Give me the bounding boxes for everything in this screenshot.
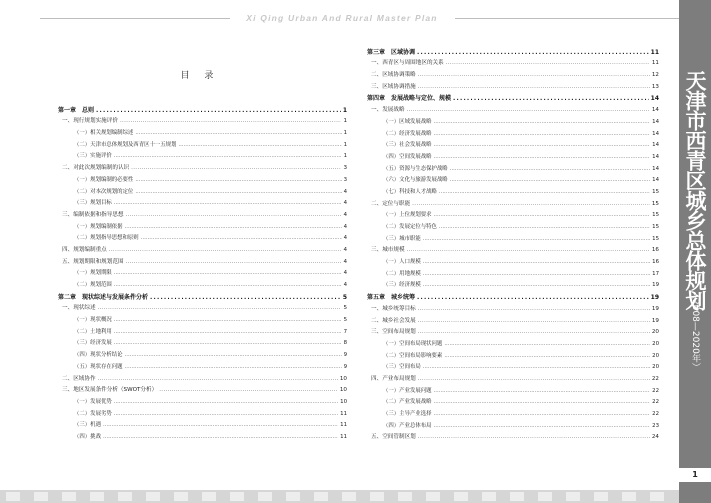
dot-leader [125, 364, 342, 371]
toc-entry-sub[interactable] [58, 266, 347, 278]
dot-leader [418, 329, 650, 336]
toc-entry-page: 3 [343, 165, 347, 172]
toc-entry-page: 10 [339, 387, 347, 394]
toc-entry-sub[interactable] [367, 173, 659, 185]
toc-entry-label: （二）规划指导思想和原则 [74, 235, 139, 242]
toc-entry-page: 5 [343, 305, 347, 312]
toc-entry-label: （五）资源与生态保护战略 [383, 165, 448, 172]
toc-entry-label: 二、区域协调策略 [371, 72, 416, 79]
toc-entry-page: 1 [343, 130, 347, 137]
toc-entry-label: 三、地区发展条件分析（SWOT分析） [62, 387, 158, 394]
toc-entry-sub[interactable] [58, 324, 347, 336]
dot-leader [434, 154, 651, 161]
toc-entry-label: （七）科技和人才战略 [383, 188, 437, 195]
toc-entry-label: （一）产业发展问题 [383, 387, 432, 394]
toc-entry-label: （三）经济规模 [383, 282, 421, 289]
toc-entry-label: （三）经济发展 [74, 340, 112, 347]
toc-entry-chapter[interactable] [367, 44, 659, 56]
page-number-box [679, 468, 711, 482]
toc-entry-label: （二）用地规模 [383, 270, 421, 277]
toc-entry-label: （三）空间布局 [383, 364, 421, 371]
footer-strip-segment [286, 492, 300, 501]
footer-strip-segment [118, 492, 132, 501]
dot-leader [114, 399, 338, 406]
banner-rule-right [455, 18, 679, 19]
toc-entry-label: 一、城乡统筹目标 [371, 305, 416, 312]
toc-entry-page: 4 [343, 223, 347, 230]
footer-strip-segment [538, 492, 552, 501]
toc-entry-sub[interactable] [58, 172, 347, 184]
toc-entry-section[interactable] [367, 430, 659, 442]
dot-leader [150, 294, 341, 301]
footer-strip-segment [566, 492, 580, 501]
toc-entry-label: 一、西青区与周围地区的关系 [371, 60, 444, 67]
dot-leader [434, 119, 651, 126]
toc-entry-sub[interactable] [367, 383, 659, 395]
toc-entry-page: 14 [652, 130, 659, 137]
toc-entry-section[interactable] [367, 102, 659, 114]
toc-entry-label: （一）规划编制依据 [74, 223, 123, 230]
toc-entry-page: 10 [340, 398, 347, 405]
toc-entry-sub[interactable] [367, 406, 659, 418]
toc-entry-section[interactable] [58, 242, 347, 254]
toc-entry-page: 20 [652, 352, 659, 359]
toc-entry-label: （一）人口规模 [383, 259, 421, 266]
toc-entry-sub[interactable] [58, 184, 347, 196]
dot-leader [103, 434, 338, 441]
toc-entry-label: 二、定位与职能 [371, 200, 411, 207]
toc-entry-page: 9 [343, 363, 347, 370]
toc-entry-label: （三）主导产业选择 [383, 411, 432, 417]
toc-entry-label: （六）文化与旅游发展战略 [383, 177, 448, 184]
toc-entry-label: （二）天津市总体规划及西青区十一五规划 [74, 141, 177, 148]
toc-entry-label: （五）现状存在问题 [74, 363, 123, 370]
toc-entry-sub[interactable] [367, 266, 659, 278]
toc-entry-page: 14 [651, 107, 659, 114]
toc-entry-sub[interactable] [58, 406, 347, 418]
toc-entry-page: 11 [651, 60, 659, 67]
toc-entry-sub[interactable] [367, 336, 659, 348]
toc-entry-label: 第四章 发展战略与定位、规模 [367, 95, 452, 103]
toc-entry-sub[interactable] [58, 231, 347, 243]
toc-entry-page: 17 [652, 270, 659, 277]
toc-entry-chapter[interactable] [367, 91, 659, 103]
toc-entry-page: 19 [652, 282, 659, 289]
toc-entry-page: 4 [343, 282, 347, 288]
toc-entry-section[interactable] [367, 196, 659, 208]
footer-strip-segment [230, 492, 244, 501]
toc-entry-label: 二、城乡社会发展 [371, 317, 416, 324]
toc-entry-label: （三）实施评价 [74, 153, 112, 160]
toc-entry-label: （三）城市职能 [383, 235, 421, 242]
dot-leader [178, 142, 341, 149]
dot-leader [103, 422, 338, 429]
toc-entry-page: 4 [343, 258, 347, 265]
toc-entry-page: 12 [651, 72, 659, 79]
footer-strip-segment [202, 492, 216, 501]
footer-strip-segment [6, 492, 20, 501]
toc-entry-sub[interactable] [58, 429, 347, 441]
dot-leader [114, 411, 338, 418]
toc-entry-page: 4 [343, 200, 347, 207]
dot-leader [135, 130, 341, 137]
toc-entry-section[interactable] [367, 371, 659, 383]
dot-leader [98, 376, 338, 383]
toc-entry-page: 15 [652, 224, 659, 230]
dot-leader [423, 259, 650, 266]
toc-entry-sub[interactable] [367, 161, 659, 173]
dot-leader [418, 72, 650, 79]
footer-strip-segment [174, 492, 188, 501]
dot-leader [141, 235, 342, 242]
dot-leader [417, 49, 649, 56]
toc-entry-page: 10 [339, 375, 347, 382]
toc-entry-sub[interactable] [58, 347, 347, 359]
toc-entry-page: 11 [650, 48, 659, 56]
toc-entry-label: 第五章 城乡统筹 [367, 294, 416, 302]
toc-entry-label: （一）规划编制的必要性 [74, 176, 134, 183]
toc-entry-sub[interactable] [58, 125, 347, 137]
toc-entry-page: 15 [652, 212, 659, 219]
footer-strip-segment [510, 492, 524, 501]
toc-entry-sub[interactable] [367, 418, 659, 430]
toc-entry-page: 11 [340, 433, 347, 440]
toc-entry-page: 16 [652, 259, 659, 266]
dot-leader [434, 142, 651, 149]
toc-entry-page: 4 [343, 211, 347, 218]
toc-entry-page: 22 [651, 375, 659, 382]
footer-strip [0, 490, 679, 503]
footer-strip-segment [426, 492, 440, 501]
toc-entry-page: 11 [340, 410, 347, 417]
toc-entry-label: （四）空间发展战略 [383, 153, 432, 160]
toc-entry-label: 第三章 区域协调 [367, 48, 416, 56]
toc-entry-label: 一、现行规划实施评价 [62, 118, 118, 125]
toc-entry-section[interactable] [58, 254, 347, 266]
toc-entry-sub[interactable] [367, 114, 659, 126]
footer-strip-segment [90, 492, 104, 501]
footer-strip-segment [650, 492, 664, 501]
dot-leader [450, 177, 650, 184]
side-title-bar [679, 0, 711, 503]
banner-rule-left [40, 18, 230, 19]
toc-entry-page: 15 [651, 200, 659, 207]
toc-entry-label: 五、规划期限和规划范围 [62, 258, 124, 265]
toc-entry-page: 24 [651, 434, 659, 441]
dot-leader [434, 212, 651, 219]
toc-entry-page: 20 [652, 340, 659, 347]
page-number: 1 [692, 470, 698, 479]
dot-leader [114, 200, 342, 207]
dot-leader [418, 434, 650, 441]
dot-leader [407, 107, 650, 114]
toc-entry-sub[interactable] [367, 231, 659, 243]
toc-entry-section[interactable] [367, 56, 659, 68]
dot-leader [418, 318, 650, 325]
dot-leader [434, 423, 651, 430]
footer-strip-segment [454, 492, 468, 501]
toc-entry-sub[interactable] [58, 394, 347, 406]
dot-leader [135, 177, 341, 184]
toc-entry-section[interactable] [58, 207, 347, 219]
toc-entry-label: （一）相关规划编制综述 [74, 130, 134, 137]
footer-strip-segment [482, 492, 496, 501]
footer-strip-segment [314, 492, 328, 501]
toc-entry-page: 19 [650, 294, 659, 302]
dot-leader [126, 212, 342, 219]
toc-entry-label: （一）空间布局现状问题 [383, 340, 443, 347]
toc-entry-sub[interactable] [367, 278, 659, 290]
toc-entry-page: 4 [343, 246, 347, 253]
dot-leader [114, 270, 342, 277]
toc-entry-label: 三、城市规模 [371, 247, 405, 254]
toc-entry-page: 14 [652, 177, 659, 184]
dot-leader [434, 411, 651, 418]
toc-entry-page: 15 [652, 235, 659, 242]
footer-strip-segment [342, 492, 356, 501]
toc-entry-chapter[interactable] [367, 289, 659, 301]
toc-entry-label: （二）规划范围 [74, 282, 112, 288]
footer-strip-segment [594, 492, 608, 501]
toc-entry-label: （一）发展优势 [74, 398, 112, 405]
toc-entry-section[interactable] [58, 301, 347, 313]
dot-leader [439, 189, 650, 196]
dot-leader [444, 341, 650, 348]
toc-entry-sub[interactable] [58, 277, 347, 289]
dot-leader [434, 388, 651, 395]
dot-leader [423, 236, 650, 243]
dot-leader [450, 166, 650, 173]
toc-entry-label: （二）发展劣势 [74, 410, 112, 417]
toc-entry-page: 1 [343, 141, 347, 148]
dot-leader [131, 165, 341, 172]
dot-leader [434, 131, 651, 138]
toc-entry-sub[interactable] [58, 219, 347, 231]
toc-entry-sub[interactable] [367, 138, 659, 150]
dot-leader [418, 306, 650, 313]
footer-strip-segment [258, 492, 272, 501]
toc-entry-label: （二）对本次规划的定位 [74, 188, 134, 195]
toc-entry-page: 7 [343, 328, 347, 335]
toc-entry-section[interactable] [367, 301, 659, 313]
toc-entry-label: 二、对此次规划编制的认识 [62, 165, 130, 172]
toc-entry-label: 第一章 总则 [58, 106, 95, 114]
toc-entry-section[interactable] [58, 383, 347, 395]
toc-entry-sub[interactable] [58, 137, 347, 149]
dot-leader [434, 399, 651, 406]
toc-entry-section[interactable] [367, 243, 659, 255]
footer-strip-segment [146, 492, 160, 501]
toc-entry-section[interactable] [367, 67, 659, 79]
dot-leader [159, 387, 338, 394]
toc-entry-page: 19 [651, 317, 659, 324]
toc-entry-sub[interactable] [58, 149, 347, 161]
toc-entry-page: 4 [343, 235, 347, 242]
toc-column-right [367, 44, 659, 441]
toc-entry-label: 三、编制依据和指导思想 [62, 211, 124, 218]
toc-entry-page: 14 [652, 142, 659, 149]
toc-entry-sub[interactable] [58, 418, 347, 430]
toc-entry-label: 四、规划编制重点 [62, 246, 107, 253]
toc-entry-page: 5 [342, 293, 347, 301]
toc-entry-chapter[interactable] [58, 289, 347, 301]
toc-entry-page: 13 [651, 83, 659, 90]
dot-leader [125, 224, 342, 231]
toc-entry-page: 1 [343, 153, 347, 160]
dot-leader [407, 247, 650, 254]
dot-leader [120, 118, 341, 125]
dot-leader [412, 201, 650, 208]
toc-entry-label: （三）规划目标 [74, 200, 112, 207]
dot-leader [453, 95, 649, 102]
toc-entry-page: 1 [343, 118, 347, 125]
footer-strip-segment [622, 492, 636, 501]
toc-entry-page: 9 [343, 352, 347, 359]
toc-entry-sub[interactable] [367, 254, 659, 266]
toc-entry-label: 四、产业布局规划 [371, 375, 416, 382]
dot-leader [444, 353, 650, 360]
toc-entry-page: 16 [651, 247, 659, 254]
dot-leader [114, 329, 342, 336]
dot-leader [114, 282, 342, 289]
toc-entry-label: 三、空间布局规划 [371, 329, 416, 336]
footer-strip-segment [62, 492, 76, 501]
toc-entry-page: 15 [652, 188, 659, 195]
dot-leader [114, 317, 342, 324]
toc-entry-label: （四）产业总体布局 [383, 422, 432, 429]
dot-leader [418, 376, 650, 383]
toc-entry-sub[interactable] [367, 219, 659, 231]
dot-leader [98, 305, 342, 312]
toc-entry-sub[interactable] [58, 312, 347, 324]
dot-leader [423, 282, 650, 289]
toc-entry-label: （二）经济发展战略 [383, 130, 432, 137]
toc-entry-page: 20 [651, 329, 659, 336]
toc-entry-page: 14 [652, 118, 659, 125]
toc-entry-label: （三）社会发展战略 [383, 142, 432, 149]
dot-leader [114, 153, 342, 160]
toc-entry-label: （一）规划期限 [74, 270, 112, 277]
dot-leader [439, 224, 650, 231]
toc-entry-page: 22 [652, 399, 659, 406]
toc-entry-page: 14 [650, 95, 659, 103]
dot-leader [109, 247, 342, 254]
dot-leader [423, 364, 650, 371]
toc-entry-sub[interactable] [367, 149, 659, 161]
toc-entry-label: （一）上位规划要求 [383, 212, 432, 219]
dot-leader [125, 352, 342, 359]
toc-entry-page: 22 [652, 387, 659, 394]
toc-entry-sub[interactable] [367, 208, 659, 220]
toc-entry-section[interactable] [367, 325, 659, 337]
toc-entry-page: 14 [652, 165, 659, 172]
toc-entry-page: 8 [343, 340, 347, 347]
toc-entry-label: 第二章 现状综述与发展条件分析 [58, 293, 149, 301]
toc-entry-sub[interactable] [367, 395, 659, 407]
toc-entry-sub[interactable] [367, 184, 659, 196]
toc-entry-label: （一）现状概况 [74, 317, 112, 324]
toc-entry-sub[interactable] [367, 348, 659, 360]
toc-entry-section[interactable] [58, 371, 347, 383]
footer-strip-segment [398, 492, 412, 501]
toc-entry-label: （四）挑战 [74, 433, 101, 440]
toc-entry-label: （三）机遇 [74, 422, 101, 429]
toc-entry-label: （一）区域发展战略 [383, 118, 432, 125]
toc-entry-section[interactable] [58, 114, 347, 126]
toc-column-left [58, 102, 347, 441]
toc-entry-label: 一、发展战略 [371, 107, 405, 114]
plan-title-vertical: 天津市西青区城乡总体规划 [683, 70, 707, 310]
toc-entry-page: 1 [342, 106, 347, 114]
dot-leader [423, 271, 650, 278]
toc-entry-page: 20 [652, 364, 659, 371]
banner-title: Xi Qing Urban And Rural Master Plan [246, 13, 438, 23]
toc-entry-label: （二）发展定位与特色 [383, 224, 437, 230]
toc-entry-section[interactable] [367, 79, 659, 91]
footer-strip-segment [34, 492, 48, 501]
toc-entry-page: 4 [343, 188, 347, 195]
toc-entry-label: （四）现状分析结论 [74, 352, 123, 359]
toc-entry-label: （二）土地利用 [74, 328, 112, 335]
toc-entry-page: 14 [652, 153, 659, 160]
plan-period-vertical: （2008—2020年） [690, 290, 700, 372]
toc-entry-sub[interactable] [58, 359, 347, 371]
dot-leader [96, 107, 341, 114]
toc-entry-page: 3 [343, 176, 347, 183]
toc-entry-label: （二）空间布局影响要素 [383, 352, 443, 359]
toc-entry-section[interactable] [367, 313, 659, 325]
dot-leader [446, 60, 650, 67]
toc-entry-label: 三、区域协调措施 [371, 83, 416, 90]
toc-entry-section[interactable] [58, 160, 347, 172]
dot-leader [135, 189, 341, 196]
header-banner [0, 14, 679, 23]
toc-entry-page: 5 [343, 317, 347, 324]
toc-entry-page: 23 [652, 422, 659, 429]
dot-leader [114, 340, 342, 347]
toc-entry-page: 22 [652, 411, 659, 417]
toc-entry-sub[interactable] [367, 360, 659, 372]
toc-entry-page: 19 [651, 305, 659, 312]
footer-strip-segment [370, 492, 384, 501]
toc-entry-sub[interactable] [58, 196, 347, 208]
toc-entry-page: 4 [343, 270, 347, 277]
toc-entry-label: 二、区域协作 [62, 375, 96, 382]
dot-leader [417, 294, 649, 301]
toc-title: 目 录 [180, 71, 220, 81]
toc-entry-label: （二）产业发展战略 [383, 399, 432, 406]
toc-entry-page: 11 [340, 422, 347, 429]
dot-leader [126, 259, 342, 266]
toc-entry-sub[interactable] [367, 126, 659, 138]
toc-entry-chapter[interactable] [58, 102, 347, 114]
toc-entry-label: 一、现状综述 [62, 305, 96, 312]
toc-entry-sub[interactable] [58, 336, 347, 348]
dot-leader [418, 84, 650, 91]
toc-entry-label: 五、空间管制区划 [371, 434, 416, 441]
